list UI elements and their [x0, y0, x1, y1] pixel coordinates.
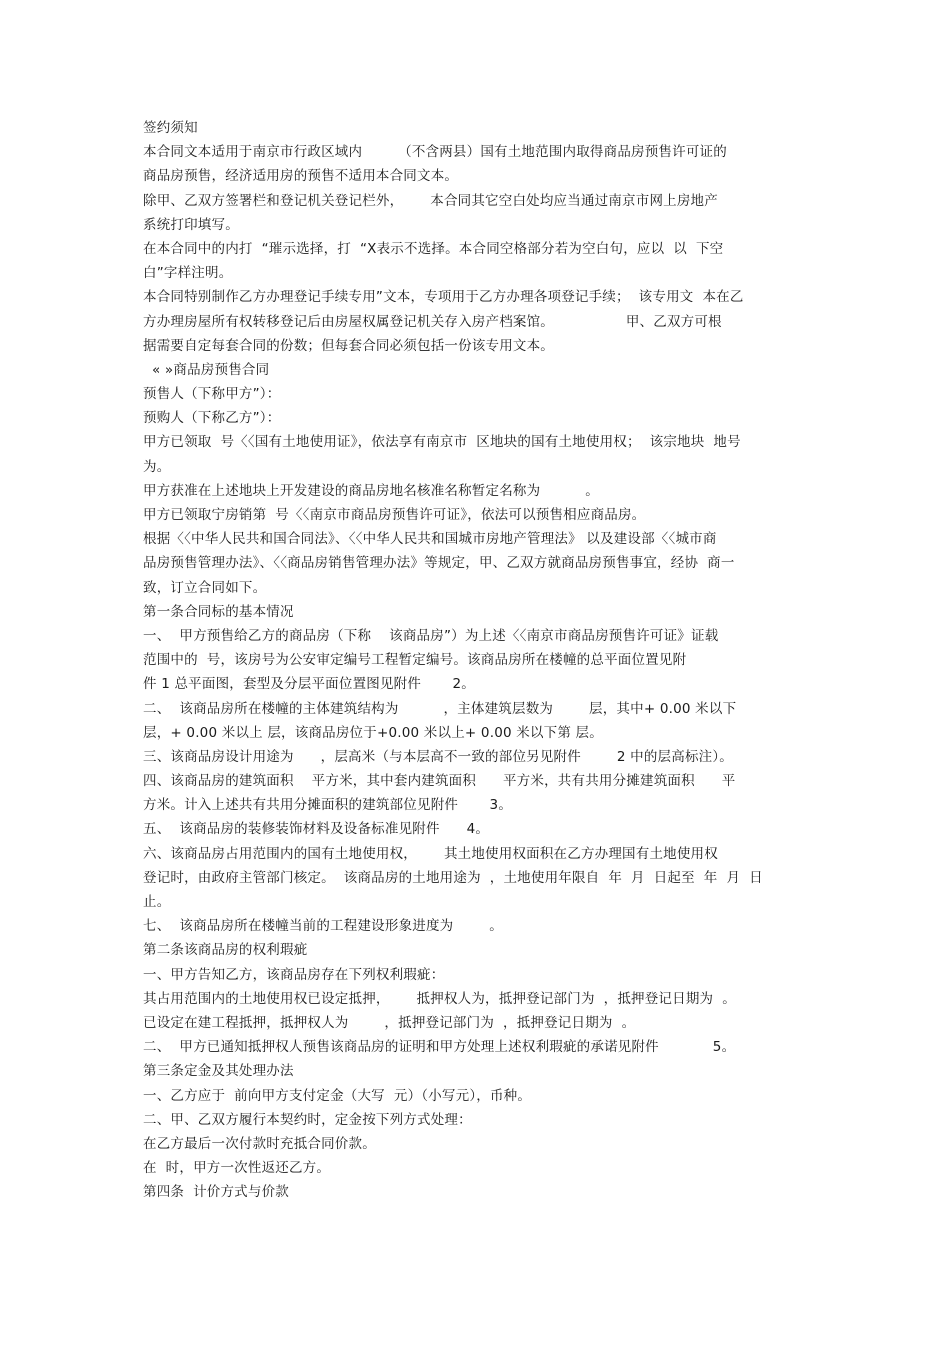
- text-line: 签约须知: [143, 120, 198, 136]
- text-line: 一、乙方应于 前向甲方支付定金（大写 元）（小写元），币种。: [143, 1087, 532, 1104]
- text-line: 系统打印填写。: [143, 216, 239, 233]
- text-line: 致，订立合同如下。: [143, 579, 267, 596]
- text-line: 据需要自定每套合同的份数；但每套合同必须包括一份该专用文本。: [143, 337, 554, 354]
- text-line: 第一条合同标的基本情况: [143, 603, 294, 620]
- text-line: 第三条定金及其处理办法: [143, 1063, 294, 1080]
- text-line: 在 时，甲方一次性返还乙方。: [143, 1160, 331, 1177]
- text-line: 在乙方最后一次付款时充抵合同价款。: [143, 1135, 376, 1152]
- text-line: 范围中的 号，该房号为公安审定编号工程暂定编号。该商品房所在楼幢的总平面位置见附: [143, 652, 687, 669]
- text-line: 本合同特别制作乙方办理登记手续专用”文本，专项用于乙方办理各项登记手续； 该专用文 本在乙: [143, 289, 744, 306]
- text-line: 四、该商品房的建筑面积 平方米，其中套内建筑面积 平方米，共有共用分摊建筑面积 平: [143, 773, 736, 790]
- text-line: 第四条 计价方式与价款: [143, 1184, 289, 1201]
- text-line: 本合同文本适用于南京市行政区域内 （不含两县）国有土地范围内取得商品房预售许可证的: [143, 144, 727, 161]
- text-line: 白”字样注明。: [143, 265, 233, 282]
- text-line: 三、该商品房设计用途为 ，层高米（与本层高不一致的部位另见附件 2 中的层高标注）。: [143, 748, 734, 765]
- text-line: 方办理房屋所有权转移登记后由房屋权属登记机关存入房产档案馆。 甲、乙双方可根: [143, 313, 722, 330]
- text-line: 除甲、乙双方签署栏和登记机关登记栏外， 本合同其它空白处均应当通过南京市网上房地产: [143, 192, 718, 209]
- text-line: 一、 甲方预售给乙方的商品房（下称 该商品房”）为上述〈〈南京市商品房预售许可证》证载: [143, 627, 719, 644]
- text-line: 层，+ 0.00 米以上 层，该商品房位于+0.00 米以上+ 0.00 米以下第 层。: [143, 724, 603, 741]
- contract-text: [143, 116, 811, 1204]
- text-line: 商品房预售，经济适用房的预售不适用本合同文本。: [143, 168, 459, 185]
- text-line: 在本合同中的内打 “璀示选择，打 “X表示不选择。本合同空格部分若为空白句，应以 以 下空: [143, 240, 724, 257]
- text-line: 其占用范围内的土地使用权已设定抵押， 抵押权人为，抵押登记部门为 ，抵押登记日期为 。: [143, 990, 736, 1007]
- text-line: 登记时，由政府主管部门核定。 该商品房的土地用途为 ，土地使用年限自 年 月 日起至 年 月 日: [143, 869, 763, 886]
- text-line: 根据〈〈中华人民共和国合同法》、〈〈中华人民共和国城市房地产管理法》 以及建设部〈〈城市商: [143, 531, 717, 548]
- text-line: 已设定在建工程抵押，抵押权人为 ，抵押登记部门为 ，抵押登记日期为 。: [143, 1014, 636, 1031]
- text-line: 甲方已领取宁房销第 号〈〈南京市商品房预售许可证》，依法可以预售相应商品房。: [143, 507, 646, 523]
- text-line: 第二条该商品房的权利瑕疵: [143, 942, 308, 959]
- text-line: 一、甲方告知乙方，该商品房存在下列权利瑕疵：: [143, 966, 445, 983]
- text-line: 五、 该商品房的装修装饰材料及设备标准见附件 4。: [143, 821, 490, 838]
- text-line: 为。: [143, 458, 171, 475]
- text-line: « »商品房预售合同: [143, 361, 270, 378]
- text-line: 七、 该商品房所在楼幢当前的工程建设形象进度为 。: [143, 918, 504, 935]
- text-line: 二、 甲方已通知抵押权人预售该商品房的证明和甲方处理上述权利瑕疵的承诺见附件 5。: [143, 1039, 736, 1056]
- text-line: 甲方已领取 号〈〈国有土地使用证》，依法享有南京市 区地块的国有土地使用权； 该宗地块 地号: [143, 434, 741, 451]
- text-line: 预售人（下称甲方”）：: [143, 386, 281, 403]
- text-line: 件 1 总平面图，套型及分层平面位置图见附件 2。: [143, 676, 475, 693]
- text-line: 预购人（下称乙方”）：: [143, 410, 281, 427]
- text-line: 六、该商品房占用范围内的国有土地使用权， 其土地使用权面积在乙方办理国有土地使用权: [143, 845, 718, 862]
- text-line: 二、甲、乙双方履行本契约时，定金按下列方式处理：: [143, 1111, 472, 1128]
- text-line: 二、 该商品房所在楼幢的主体建筑结构为 ，主体建筑层数为 层，其中+ 0.00 米以下: [143, 700, 737, 717]
- text-line: 甲方获准在上述地块上开发建设的商品房地名核准名称暂定名称为 。: [143, 482, 599, 499]
- text-line: 止。: [143, 894, 171, 910]
- text-line: 方米。计入上述共有共用分摊面积的建筑部位见附件 3。: [143, 797, 513, 814]
- text-line: 品房预售管理办法》、〈〈商品房销售管理办法》等规定，甲、乙双方就商品房预售事宜，经协 商一: [143, 555, 735, 572]
